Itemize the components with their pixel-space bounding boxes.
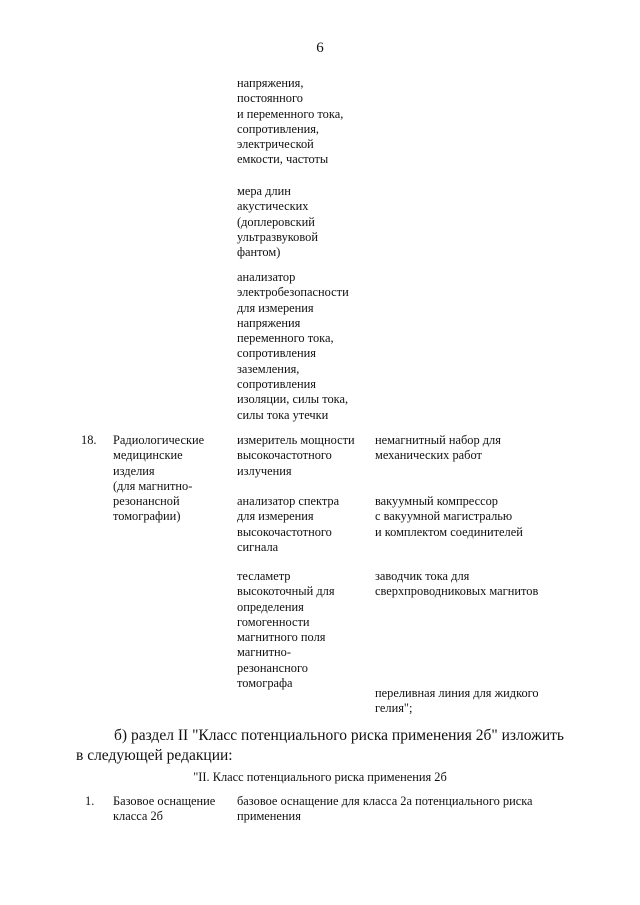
device-cell: анализатор электробезопасности для измерения напряжения переменного тока, сопротивления заземления, сопротивления изоляции, силы тока, силы тока утечки [237, 270, 349, 422]
paragraph-line-2: в следующей редакции: [76, 746, 233, 764]
row-number: 18. [81, 433, 97, 447]
tool-cell: немагнитный набор для механических работ [375, 433, 501, 463]
section-heading: "II. Класс потенциального риска применения 2б [193, 770, 447, 784]
device-cell: мера длин акустических (доплеровский ультразвуковой фантом) [237, 184, 318, 260]
tool-cell: переливная линия для жидкого гелия"; [375, 686, 539, 716]
device-cell: измеритель мощности высокочастотного излучения [237, 433, 355, 478]
device-cell: тесламетр высокоточный для определения гомогенности магнитного поля магнитно- резонансного томографа [237, 569, 335, 691]
equipment-group-name: Базовое оснащение класса 2б [113, 794, 216, 824]
page-number: 6 [316, 40, 324, 56]
device-cell: напряжения, постоянного и переменного тока, сопротивления, электрической емкости, частоты [237, 76, 344, 167]
device-cell: анализатор спектра для измерения высокочастотного сигнала [237, 494, 340, 554]
equipment-group-name: Радиологические медицинские изделия (для магнитно- резонансной томографии) [113, 433, 205, 524]
amendment-paragraph [76, 726, 564, 765]
paragraph-line-1: б) раздел II "Класс потенциального риска применения 2б" изложить [114, 727, 564, 744]
tool-cell: вакуумный компрессор с вакуумной магистралью и комплектом соединителей [375, 494, 523, 539]
row-number: 1. [85, 794, 95, 808]
tool-cell: заводчик тока для сверхпроводниковых магнитов [375, 569, 539, 599]
equipment-cell: базовое оснащение для класса 2а потенциального риска применения [237, 794, 533, 824]
